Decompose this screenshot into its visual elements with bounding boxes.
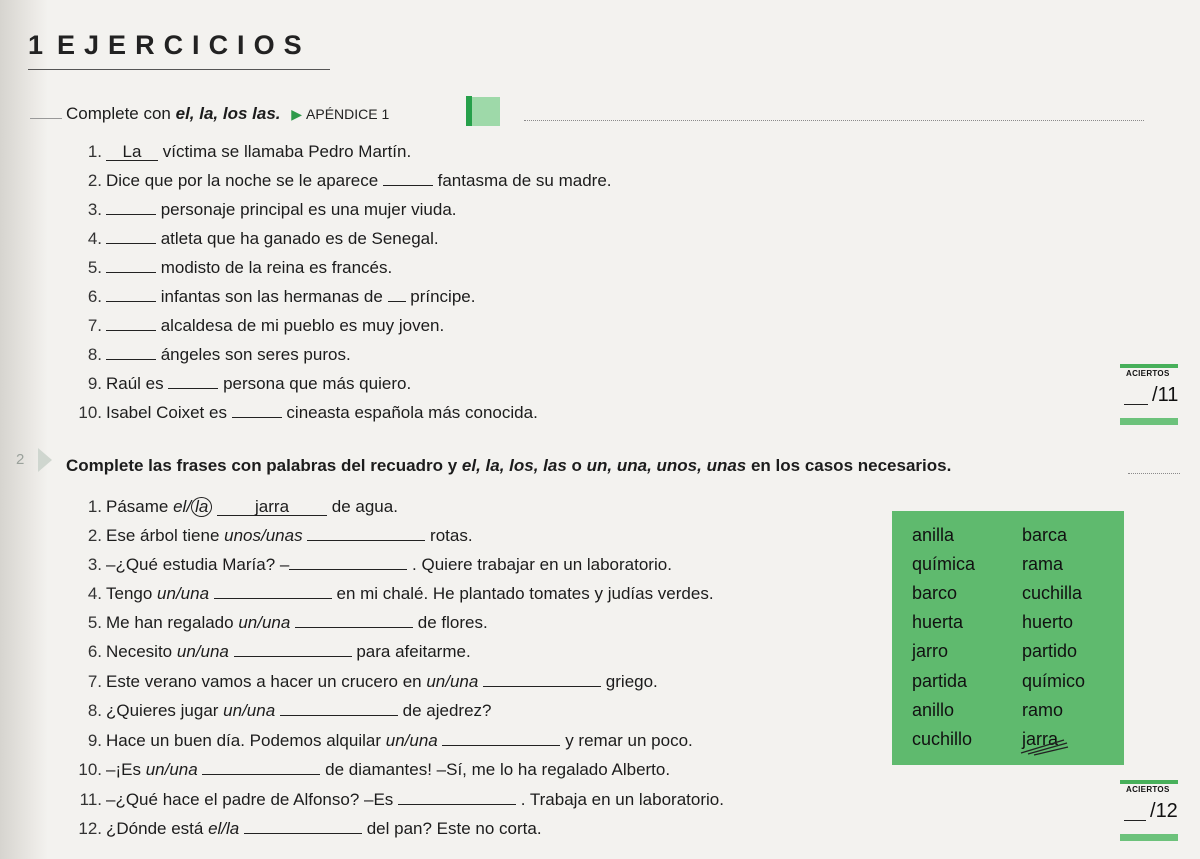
- article-option: un/una: [385, 731, 438, 750]
- exercise-2-item: [66, 819, 542, 839]
- item-number: 6.: [87, 642, 102, 661]
- item-text: personaje principal es una mujer viuda.: [156, 200, 457, 219]
- item-text: ¿Quieres jugar: [106, 701, 224, 720]
- answer-blank[interactable]: [106, 258, 156, 273]
- item-number: 9.: [87, 731, 102, 750]
- exercise-1-item: [66, 200, 457, 220]
- answer-blank[interactable]: [307, 526, 425, 541]
- exercise-1-instruction: [66, 104, 389, 124]
- answer-blank[interactable]: [383, 171, 433, 186]
- item-number: 6.: [87, 287, 102, 306]
- exercise-1-item: [66, 374, 411, 394]
- item-text: . Trabaja en un laboratorio.: [516, 790, 724, 809]
- item-text: Pásame: [106, 497, 174, 516]
- item-text: de flores.: [413, 613, 488, 632]
- exercise-2-arrow-icon: [38, 448, 52, 472]
- item-number: 8.: [87, 701, 102, 720]
- answer-blank[interactable]: [289, 555, 407, 570]
- answer-blank[interactable]: [234, 642, 352, 657]
- word-box-item: huerto: [1022, 612, 1074, 632]
- item-number: 1.: [87, 497, 102, 516]
- exercise-1-item: [66, 258, 392, 278]
- aciertos-1-bar-top: [1120, 364, 1178, 368]
- chapter-number: 1: [28, 30, 44, 60]
- item-number: 1.: [87, 142, 102, 161]
- aciertos-2-score: /12: [1150, 800, 1178, 822]
- item-text: persona que más quiero.: [218, 374, 412, 393]
- item-text: en mi chalé. He plantado tomates y judías verdes.: [331, 584, 714, 603]
- answer-blank[interactable]: [442, 731, 560, 746]
- item-text: y remar un poco.: [560, 731, 693, 750]
- item-number: 5.: [87, 258, 102, 277]
- item-text: del pan? Este no corta.: [361, 819, 542, 838]
- exercise-2-item: [66, 497, 398, 517]
- item-text: Necesito: [106, 642, 177, 661]
- option-la-circled: la: [191, 497, 212, 517]
- item-text: ángeles son seres puros.: [156, 345, 351, 364]
- exercise-1-item: [66, 229, 439, 249]
- item-number: 5.: [87, 613, 102, 632]
- item-text: atleta que ha ganado es de Senegal.: [156, 229, 439, 248]
- exercise-1-dotted-rule: [524, 120, 1144, 121]
- chapter-underline: [28, 69, 330, 70]
- item-text: Tengo: [106, 584, 158, 603]
- exercise-2-item: [66, 526, 473, 546]
- word-box-item: partido: [1022, 641, 1078, 661]
- word-box-item: partida: [912, 671, 968, 691]
- item-text: –¿Qué hace el padre de Alfonso? –Es: [106, 790, 399, 809]
- aciertos-2-blank: [1124, 820, 1146, 821]
- answer-blank[interactable]: [398, 790, 516, 805]
- triangle-right-icon: ▶: [291, 106, 303, 122]
- exercise-2-number: 2: [16, 451, 25, 468]
- exercise-2-dotted-rule: [1128, 473, 1180, 474]
- item-number: 8.: [87, 345, 102, 364]
- exercise-1-instruction-text: Complete con: [66, 104, 176, 123]
- answer-blank[interactable]: [106, 316, 156, 331]
- exercise-1-margin-rule: [30, 118, 62, 119]
- item-number: 3.: [87, 555, 102, 574]
- aciertos-2-total: 12: [1155, 800, 1178, 822]
- article-option: un/una: [223, 701, 276, 720]
- item-text: Isabel Coixet es: [106, 403, 232, 422]
- exercise-2-instruction: [66, 456, 951, 476]
- item-text: Hace un buen día. Podemos alquilar: [106, 731, 386, 750]
- item-number: 4.: [87, 584, 102, 603]
- answer-blank[interactable]: [202, 760, 320, 775]
- item-text: modisto de la reina es francés.: [156, 258, 393, 277]
- word-box-item: anilla: [912, 525, 955, 545]
- word-box-item: química: [912, 554, 976, 574]
- exercise-2-item: [66, 672, 658, 692]
- article-option: un/una: [145, 760, 198, 779]
- exercise-1-item: [66, 142, 411, 162]
- item-text: cineasta española más conocida.: [281, 403, 538, 422]
- aciertos-2-bar-top: [1120, 780, 1178, 784]
- word-box-item: huerta: [912, 612, 964, 632]
- article-option: un/una: [238, 613, 291, 632]
- item-text: Dice que por la noche se le aparece: [106, 171, 383, 190]
- answer-blank[interactable]: [106, 287, 156, 302]
- item-text: . Quiere trabajar en un laboratorio.: [407, 555, 672, 574]
- item-text: alcaldesa de mi pueblo es muy joven.: [156, 316, 445, 335]
- exercise-1-item: [66, 345, 351, 365]
- item-number: 11.: [79, 790, 102, 809]
- appendix-label: APÉNDICE 1: [306, 106, 390, 122]
- answer-blank[interactable]: [106, 200, 156, 215]
- aciertos-1-bar-bottom: [1120, 418, 1178, 425]
- exercise-2-item: [66, 701, 491, 721]
- appendix-tab: [472, 97, 500, 126]
- aciertos-1-label: ACIERTOS: [1126, 369, 1170, 378]
- answer-blank[interactable]: [295, 613, 413, 628]
- word-box-item: cuchillo: [912, 729, 973, 749]
- chapter-heading: EJERCICIOS: [57, 30, 311, 60]
- aciertos-1-blank: [1124, 404, 1148, 405]
- answer-blank[interactable]: [106, 345, 156, 360]
- chapter-title: [28, 30, 311, 61]
- answer-blank[interactable]: [214, 584, 332, 599]
- exercise-2-instruction-end: en los casos necesarios.: [746, 456, 952, 475]
- item-text: Raúl es: [106, 374, 169, 393]
- item-number: 3.: [87, 200, 102, 219]
- exercise-1-item: [66, 171, 612, 191]
- exercise-2-item: [66, 760, 670, 780]
- exercise-2-item: [66, 613, 488, 633]
- item-text: rotas.: [425, 526, 473, 545]
- item-text: Me han regalado: [106, 613, 239, 632]
- aciertos-2-label: ACIERTOS: [1126, 785, 1170, 794]
- article-option: un/una: [157, 584, 210, 603]
- word-box-item: anillo: [912, 700, 955, 720]
- item-text: para afeitarme.: [351, 642, 471, 661]
- word-box-item: ramo: [1022, 700, 1064, 720]
- answer-blank[interactable]: La: [106, 144, 158, 161]
- option-el: el/: [173, 497, 192, 516]
- aciertos-2-bar-bottom: [1120, 834, 1178, 841]
- item-text: –¡Es: [106, 760, 146, 779]
- word-box-item: jarra: [1022, 729, 1059, 749]
- exercise-2-instruction-mid: o: [566, 456, 587, 475]
- exercise-2-item: [66, 642, 471, 662]
- exercise-2-instruction-text: Complete las frases con palabras del recuadro y: [66, 456, 462, 475]
- word-box-item: rama: [1022, 554, 1064, 574]
- exercise-2-articles-definite: el, la, los, las: [461, 456, 567, 475]
- item-text: de agua.: [327, 497, 398, 516]
- item-number: 2.: [87, 171, 102, 190]
- item-text: de diamantes! –Sí, me lo ha regalado Alberto.: [320, 760, 671, 779]
- word-box-item: jarro: [912, 641, 949, 661]
- exercise-1-item: [66, 316, 444, 336]
- item-text: de ajedrez?: [397, 701, 492, 720]
- word-box-item: cuchilla: [1022, 583, 1083, 603]
- article-option: unos/unas: [224, 526, 303, 545]
- exercise-2-item: [66, 555, 672, 575]
- word-box-item: químico: [1022, 671, 1086, 691]
- item-text: Este verano vamos a hacer un crucero en: [106, 672, 427, 691]
- word-box-item: barco: [912, 583, 958, 603]
- article-option: un/una: [176, 642, 229, 661]
- item-text: –¿Qué estudia María? –: [106, 555, 290, 574]
- exercise-1-item: [66, 403, 538, 423]
- exercise-1-item: [66, 287, 475, 307]
- item-number: 10.: [78, 403, 102, 422]
- appendix-marker-bar: [466, 96, 472, 126]
- word-box-item: barca: [1022, 525, 1068, 545]
- item-text: Ese árbol tiene: [106, 526, 225, 545]
- item-number: 4.: [87, 229, 102, 248]
- item-number: 9.: [87, 374, 102, 393]
- exercise-1-articles: el, la, los las.: [175, 104, 281, 123]
- item-text: ¿Dónde está: [106, 819, 209, 838]
- item-number: 2.: [87, 526, 102, 545]
- answer-blank[interactable]: jarra: [217, 499, 327, 516]
- exercise-2-item: [66, 584, 714, 604]
- item-text: príncipe.: [405, 287, 476, 306]
- article-option: el/la: [208, 819, 240, 838]
- aciertos-1-score: /11: [1152, 384, 1179, 406]
- exercise-2-articles-indefinite: un, una, unos, unas: [586, 456, 747, 475]
- item-number: 12.: [78, 819, 102, 838]
- item-number: 7.: [87, 316, 102, 335]
- article-option: un/una: [426, 672, 479, 691]
- appendix-reference: [291, 106, 389, 123]
- item-text: infantas son las hermanas de: [156, 287, 388, 306]
- item-number: 10.: [78, 760, 102, 779]
- item-text: víctima se llamaba Pedro Martín.: [158, 142, 412, 161]
- item-text: griego.: [601, 672, 658, 691]
- answer-blank[interactable]: [244, 819, 362, 834]
- exercise-2-item: [66, 790, 724, 810]
- article-option: [173, 497, 212, 516]
- answer-blank[interactable]: [388, 287, 406, 302]
- strikethrough-mark-icon: [1018, 738, 1070, 756]
- page-spine-shadow: [0, 0, 48, 859]
- item-text: fantasma de su madre.: [432, 171, 612, 190]
- answer-blank[interactable]: [232, 403, 282, 418]
- answer-blank[interactable]: [280, 701, 398, 716]
- answer-blank[interactable]: [483, 672, 601, 687]
- exercise-2-item: [66, 731, 693, 751]
- answer-blank[interactable]: [168, 374, 218, 389]
- item-number: 7.: [87, 672, 102, 691]
- word-box: [892, 511, 1124, 765]
- answer-blank[interactable]: [106, 229, 156, 244]
- aciertos-1-total: 11: [1157, 384, 1179, 406]
